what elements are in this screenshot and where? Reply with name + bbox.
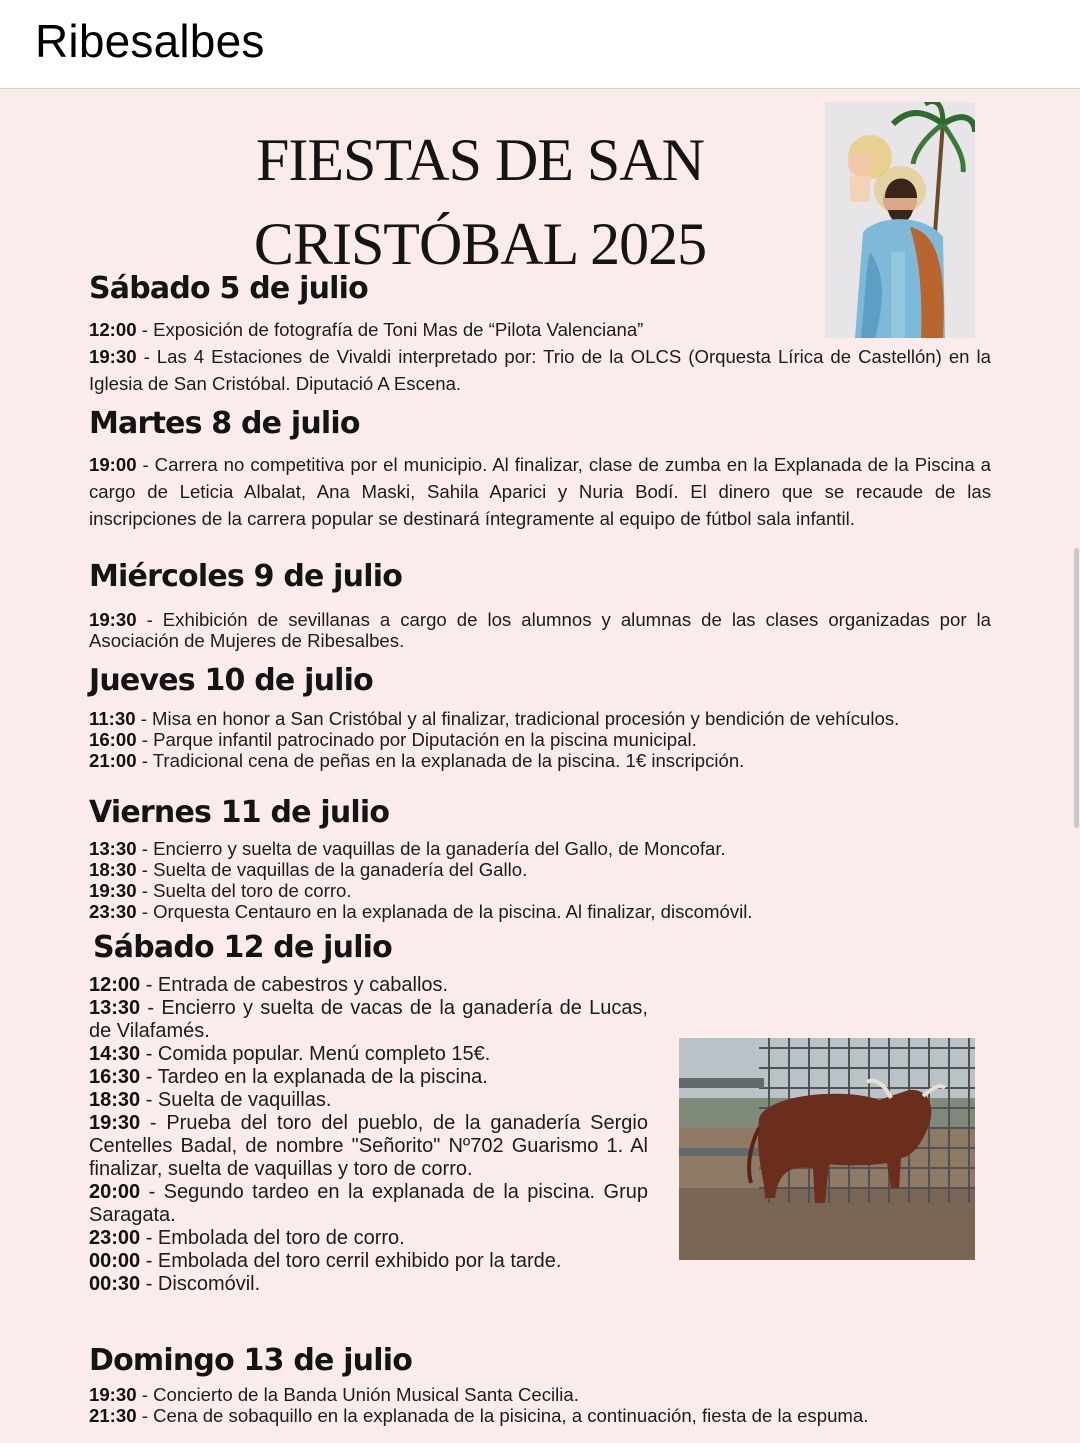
event-text: - Exhibición de sevillanas a cargo de los alumnos y alumnas de las clases organizadas por la Asociación de Mujeres de Ribesalbes. [89,609,991,651]
event-item [89,1250,648,1273]
event-item [89,1112,648,1181]
event-item [89,316,991,343]
day-heading-sabado-12: Sábado 12 de julio [93,930,392,965]
event-text: - Entrada de cabestros y caballos. [140,974,449,996]
event-text: - Suelta de vaquillas. [140,1089,332,1111]
day-heading-sabado-5: Sábado 5 de julio [89,271,368,306]
event-time: 19:30 [89,609,137,630]
event-time: 11:30 [89,708,136,729]
day-events-viernes-11 [89,838,991,922]
event-item [89,750,991,771]
day-events-martes-8 [89,451,991,532]
day-events-domingo-13 [89,1384,991,1426]
bull-image [679,1038,975,1260]
event-text: - Encierro y suelta de vaquillas de la ganadería del Gallo, de Moncofar. [136,838,726,859]
event-time: 16:30 [89,1066,141,1088]
event-time: 12:00 [89,974,141,996]
saint-statue-image [825,102,975,338]
event-time: 19:00 [89,454,137,475]
top-bar [0,0,1080,89]
event-text: - Suelta de vaquillas de la ganadería del Gallo. [136,859,528,880]
event-text: - Comida popular. Menú completo 15€. [140,1043,491,1065]
event-text: - Discomóvil. [140,1273,261,1295]
event-item [89,343,991,397]
event-item [89,1405,991,1426]
event-text: - Parque infantil patrocinado por Diputación en la piscina municipal. [136,729,697,750]
event-item [89,1384,991,1405]
event-text: - Orquesta Centauro en la explanada de la piscina. Al finalizar, discomóvil. [136,901,753,922]
event-text: - Concierto de la Banda Unión Musical Santa Cecilia. [136,1384,579,1405]
day-heading-miercoles-9: Miércoles 9 de julio [89,559,403,594]
event-item [89,1089,648,1112]
event-item [89,729,991,750]
event-time: 23:30 [89,901,137,922]
event-time: 13:30 [89,838,137,859]
event-text: - Encierro y suelta de vacas de la ganadería de Lucas, de Vilafamés. [89,997,648,1042]
poster-title-line-2: CRISTÓBAL 2025 [253,211,707,277]
event-text: - Carrera no competitiva por el municipio. Al finalizar, clase de zumba en la Explanada de la Piscina a cargo de Leticia Albalat, Ana Maski, Sahila Aparici y Nuria Bodí. El dinero que se recaude de las inscripciones de la carrera popular se destinará íntegramente al equipo de fútbol sala infantil. [89,454,991,529]
day-heading-viernes-11: Viernes 11 de julio [89,795,390,830]
event-time: 16:00 [89,729,137,750]
event-text: - Embolada del toro de corro. [140,1227,405,1249]
event-time: 19:30 [89,346,137,367]
event-item [89,1227,648,1250]
event-text: - Suelta del toro de corro. [136,880,352,901]
day-heading-domingo-13: Domingo 13 de julio [89,1343,413,1378]
event-item [89,1066,648,1089]
day-heading-martes-8: Martes 8 de julio [89,406,360,441]
day-events-jueves-10 [89,708,991,771]
event-item [89,451,991,532]
day-heading-jueves-10: Jueves 10 de julio [89,663,373,698]
event-time: 23:00 [89,1227,141,1249]
scrollbar[interactable] [1074,548,1079,828]
event-time: 00:30 [89,1273,141,1295]
poster-title-line-1: FIESTAS DE SAN [256,127,704,193]
event-text: - Prueba del toro del pueblo, de la ganadería Sergio Centelles Badal, de nombre "Señorito" Nº702 Guarismo 1. Al finalizar, suelta de vaquillas y toro de corro. [89,1112,648,1180]
event-text: - Segundo tardeo en la explanada de la piscina. Grup Saragata. [89,1181,648,1226]
saint-statue-photo [825,102,975,338]
event-item [89,1043,648,1066]
event-text: - Las 4 Estaciones de Vivaldi interpretado por: Trio de la OLCS (Orquesta Lírica de Castellón) en la Iglesia de San Cristóbal. Diputació A Escena. [89,346,991,394]
event-text: - Embolada del toro cerril exhibido por la tarde. [140,1250,562,1272]
event-time: 19:30 [89,880,137,901]
event-time: 18:30 [89,859,137,880]
bull-photo [679,1038,975,1260]
day-events-sabado-5 [89,316,991,397]
event-item [89,708,991,729]
event-time: 19:30 [89,1384,137,1405]
event-text: - Tradicional cena de peñas en la explanada de la piscina. 1€ inscripción. [136,750,745,771]
poster-title [210,118,750,286]
event-item [89,859,991,880]
event-item [89,880,991,901]
event-item [89,901,991,922]
event-time: 19:30 [89,1112,141,1134]
event-text: - Misa en honor a San Cristóbal y al finalizar, tradicional procesión y bendición de vehículos. [135,708,900,729]
event-time: 13:30 [89,997,141,1019]
event-text: - Exposición de fotografía de Toni Mas de “Pilota Valenciana” [136,319,644,340]
event-text: - Cena de sobaquillo en la explanada de la pisicina, a continuación, fiesta de la espuma. [136,1405,869,1426]
event-item [89,997,648,1043]
event-item [89,1181,648,1227]
day-events-sabado-12 [89,974,648,1296]
day-events-miercoles-9 [89,609,991,651]
event-time: 21:30 [89,1405,137,1426]
event-item [89,1273,648,1296]
event-time: 12:00 [89,319,137,340]
event-time: 18:30 [89,1089,141,1111]
page-title: Ribesalbes [35,15,265,67]
event-time: 21:00 [89,750,137,771]
event-time: 00:00 [89,1250,141,1272]
event-time: 20:00 [89,1181,141,1203]
event-text: - Tardeo en la explanada de la piscina. [140,1066,488,1088]
event-item [89,838,991,859]
event-item [89,974,648,997]
event-time: 14:30 [89,1043,141,1065]
event-item [89,609,991,651]
